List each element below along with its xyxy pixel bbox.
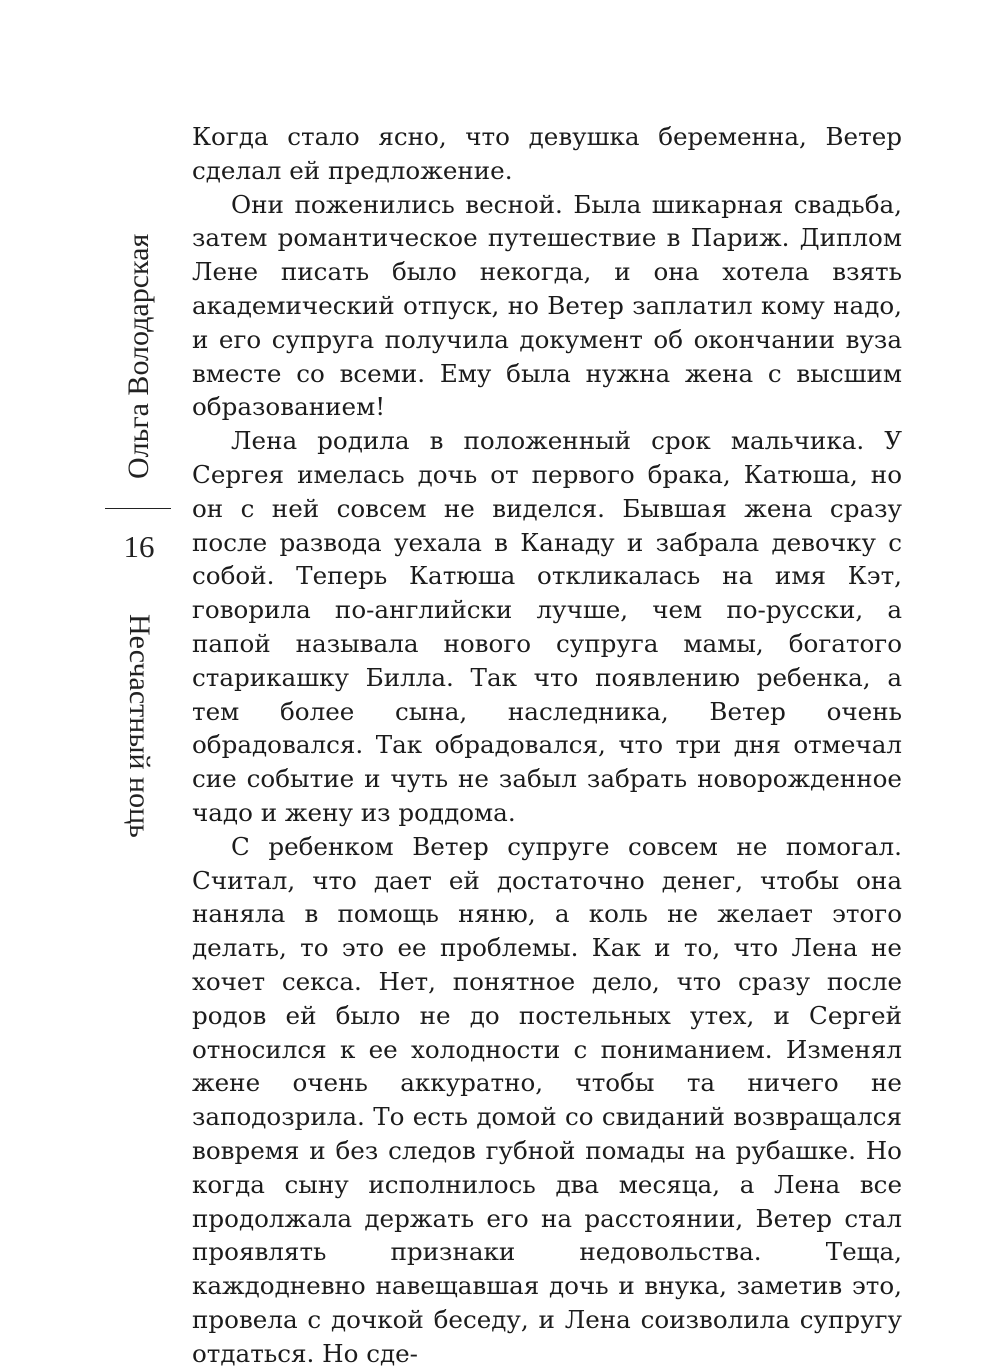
- page-number: 16: [123, 529, 155, 564]
- running-header-strip: [95, 234, 183, 840]
- paragraph-4: С ребенком Ветер супруге совсем не помогал. Считал, что дает ей достаточно денег, чтобы она наняла в помощь няню, а коль не желает этого делать, то это ее проблемы. Как и то, что Лена не хочет секса. Нет, понятное дело, что сразу после родов ей было не до постельных утех, и Сергей относился к ее холодности с пониманием. Изменял жене очень аккуратно, чтобы та ничего не заподозрила. То есть домой со свиданий возвращался вовремя и без следов губной помады на рубашке. Но когда сыну исполнилось два месяца, а Лена все продолжала держать его на расстоянии, Ветер стал проявлять признаки недовольства. Теща, каждодневно навещавшая дочь и внука, заметив это, провела с дочкой беседу, и Лена соизволила супругу отдаться. Но сде-: [192, 831, 902, 1368]
- book-title: Несчастный ноць: [123, 614, 156, 838]
- body-text: [192, 120, 902, 1370]
- header-divider: [105, 508, 171, 509]
- paragraph-1: Когда стало ясно, что девушка беременна, Ветер сделал ей предложение.: [192, 122, 902, 185]
- paragraph-2: Они поженились весной. Была шикарная свадьба, затем романтическое путешествие в Париж. Диплом Лене писать было некогда, и она хотела взять академический отпуск, но Ветер заплатил кому надо, и его супруга получила документ об окончании вуза вместе со всеми. Ему была нужна жена с высшим образованием!: [192, 189, 902, 422]
- author-name: Ольга Володарская: [122, 234, 155, 480]
- paragraph-3: Лена родила в положенный срок мальчика. У Сергея имелась дочь от первого брака, Катюша, но он с ней совсем не виделся. Бывшая жена сразу после развода уехала в Канаду и забрала девочку с собой. Теперь Катюша откликалась на имя Кэт, говорила по-английски лучше, чем по-русски, а папой называла нового супруга мамы, богатого старикашку Билла. Так что появлению ребенка, а тем более сына, наследника, Ветер очень обрадовался. Так обрадовался, что три дня отмечал сие событие и чуть не забыл забрать новорожденное чадо и жену из роддома.: [192, 426, 902, 827]
